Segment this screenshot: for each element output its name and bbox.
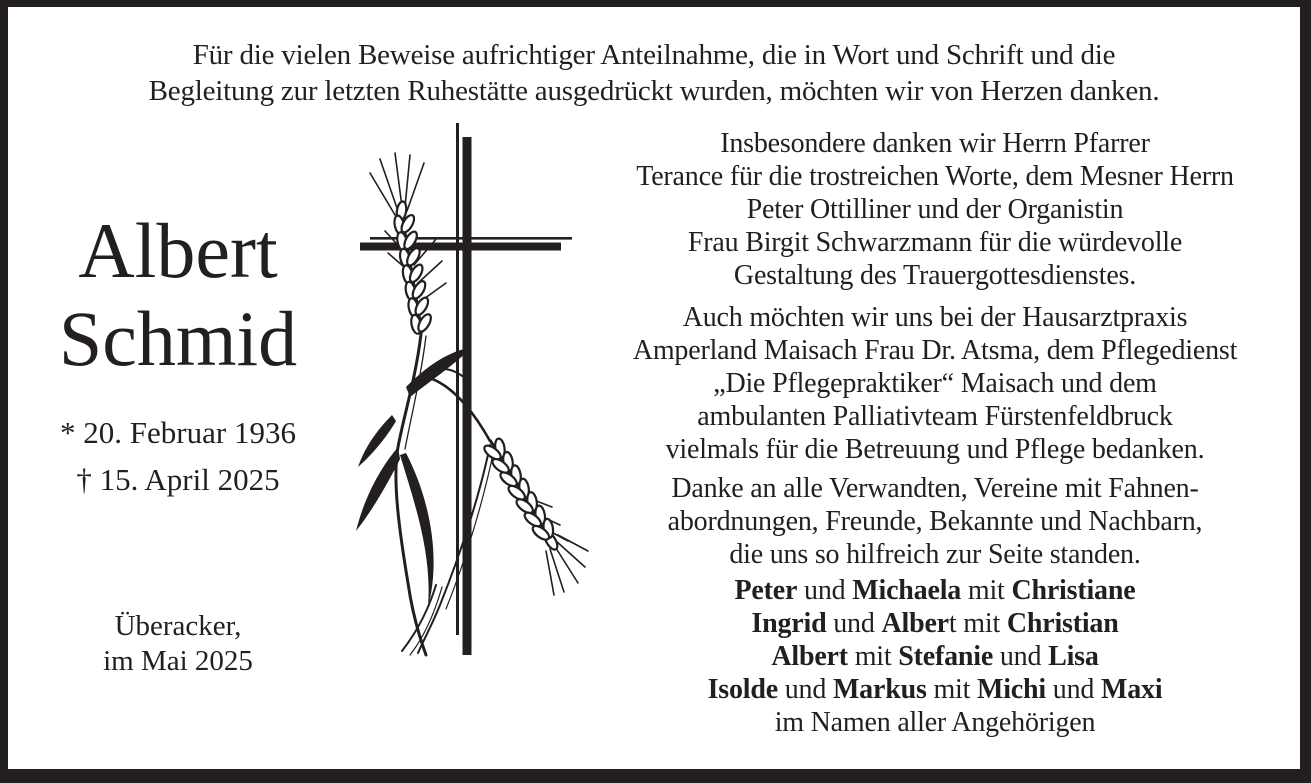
text-line: Frau Birgit Schwarzmann für die würdevolle: [687, 227, 1183, 258]
deceased-name: [28, 207, 328, 383]
family-names: [585, 574, 1285, 739]
text-line: die uns so hilfreich zur Seite standen.: [729, 539, 1141, 570]
text-line: Begleitung zur letzten Ruhestätte ausgedrückt wurden, möchten wir von Herzen danken.: [148, 75, 1160, 107]
text-line: ambulanten Palliativteam Fürstenfeldbruck: [697, 401, 1173, 432]
text-line: „Die Pflegepraktiker“ Maisach und dem: [713, 368, 1157, 399]
text-line: Gestaltung des Trauergottesdienstes.: [733, 260, 1137, 291]
cross-icon: [360, 123, 572, 655]
intro-thanks-text: [8, 37, 1300, 109]
cross-and-wheat-illustration: [340, 115, 590, 660]
thanks-paragraph-clergy: [585, 127, 1285, 292]
text-line: Peter Ottilliner und der Organistin: [746, 194, 1124, 225]
deceased-first-name: Albert: [78, 207, 278, 294]
text-line: Isolde und Markus mit Michi und Maxi: [707, 674, 1163, 705]
text-line: Amperland Maisach Frau Dr. Atsma, dem Pflegedienst: [632, 335, 1238, 366]
text-line: Insbesondere danken wir Herrn Pfarrer: [720, 128, 1150, 159]
text-line: Peter und Michaela mit Christiane: [734, 575, 1136, 606]
text-line: abordnungen, Freunde, Bekannte und Nachbarn,: [667, 506, 1203, 537]
notice-sheet: [8, 7, 1300, 769]
text-line: im Namen aller Angehörigen: [774, 707, 1096, 738]
text-line: Albert mit Stefanie und Lisa: [771, 641, 1099, 672]
text-line: Für die vielen Beweise aufrichtiger Anteilnahme, die in Wort und Schrift und die: [192, 39, 1116, 71]
text-line: vielmals für die Betreuung und Pflege bedanken.: [665, 434, 1205, 465]
thanks-paragraph-community: [585, 472, 1285, 571]
birth-date: * 20. Februar 1936: [60, 415, 296, 450]
death-date: † 15. April 2025: [76, 462, 280, 497]
wheat-stems-icon: [396, 334, 494, 655]
life-dates: [28, 409, 328, 503]
deceased-last-name: Schmid: [58, 295, 298, 382]
text-line: Überacker,: [114, 610, 242, 642]
text-line: Danke an alle Verwandten, Vereine mit Fahnen-: [671, 473, 1199, 504]
text-line: im Mai 2025: [103, 645, 253, 677]
thanks-paragraph-medical: [585, 301, 1285, 466]
text-line: Terance für die trostreichen Worte, dem Mesner Herrn: [636, 161, 1234, 192]
thanks-column: [585, 127, 1285, 739]
text-line: Ingrid und Albert mit Christian: [751, 608, 1119, 639]
text-line: Auch möchten wir uns bei der Hausarztpraxis: [682, 302, 1188, 333]
wheat-ear-right-icon: [482, 438, 588, 595]
place-and-date: [28, 609, 328, 679]
